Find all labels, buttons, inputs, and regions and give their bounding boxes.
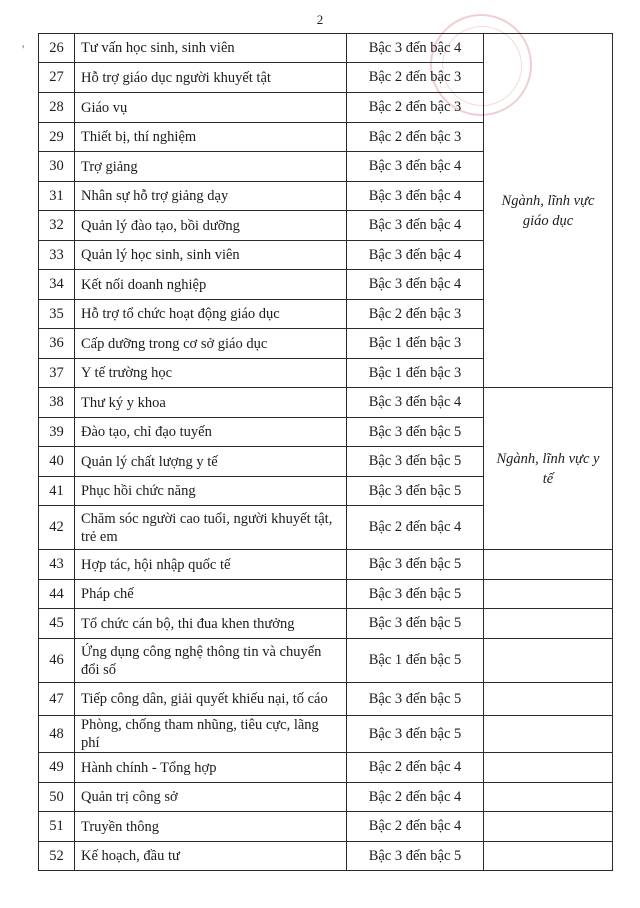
position-name	[75, 388, 347, 418]
position-name-text: Phòng, chống tham nhũng, tiêu cực, lãng phí	[81, 717, 319, 751]
level-range: Bậc 3 đến bậc 5	[347, 550, 484, 580]
level-range: Bậc 1 đến bậc 3	[347, 359, 484, 388]
table-row	[39, 716, 613, 753]
position-name-text: Đào tạo, chỉ đạo tuyến	[81, 424, 212, 440]
table-body	[39, 34, 613, 871]
position-name	[75, 580, 347, 609]
level-range: Bậc 3 đến bậc 5	[347, 580, 484, 609]
position-name	[75, 683, 347, 716]
level-range: Bậc 3 đến bậc 4	[347, 241, 484, 270]
row-number: 32	[39, 211, 75, 241]
level-range: Bậc 3 đến bậc 5	[347, 447, 484, 477]
level-range: Bậc 1 đến bậc 3	[347, 329, 484, 359]
position-name	[75, 812, 347, 842]
level-range: Bậc 3 đến bậc 5	[347, 842, 484, 871]
position-name	[75, 123, 347, 152]
position-name	[75, 477, 347, 506]
level-range: Bậc 3 đến bậc 5	[347, 683, 484, 716]
page-number: 2	[316, 12, 324, 27]
position-name-text: Phục hồi chức năng	[81, 483, 196, 499]
row-number: 31	[39, 182, 75, 211]
position-name	[75, 63, 347, 93]
row-number: 40	[39, 447, 75, 477]
field-group-cell	[484, 34, 613, 388]
table-row	[39, 842, 613, 871]
position-name	[75, 300, 347, 329]
job-position-table	[38, 33, 613, 871]
row-number: 30	[39, 152, 75, 182]
row-number: 39	[39, 418, 75, 447]
position-name-text: Hợp tác, hội nhập quốc tế	[81, 556, 231, 573]
position-name-text: Quản lý đào tạo, bồi dưỡng	[81, 217, 240, 234]
row-number: 27	[39, 63, 75, 93]
position-name	[75, 182, 347, 211]
position-name-text: Chăm sóc người cao tuổi, người khuyết tật, trẻ em	[81, 510, 333, 545]
level-range: Bậc 3 đến bậc 4	[347, 152, 484, 182]
table-row	[39, 388, 613, 418]
table-row	[39, 639, 613, 683]
position-name	[75, 506, 347, 550]
field-group-cell	[484, 388, 613, 550]
row-number: 34	[39, 270, 75, 300]
row-number: 41	[39, 477, 75, 506]
position-name-text: Kế hoạch, đầu tư	[81, 848, 180, 864]
row-number: 36	[39, 329, 75, 359]
position-name	[75, 329, 347, 359]
level-range: Bậc 1 đến bậc 5	[347, 639, 484, 683]
level-range: Bậc 3 đến bậc 4	[347, 182, 484, 211]
level-range: Bậc 3 đến bậc 4	[347, 270, 484, 300]
table-row	[39, 34, 613, 63]
level-range: Bậc 2 đến bậc 4	[347, 812, 484, 842]
row-number: 45	[39, 609, 75, 639]
row-number: 42	[39, 506, 75, 550]
row-number: 49	[39, 753, 75, 783]
row-number: 37	[39, 359, 75, 388]
position-name	[75, 34, 347, 63]
row-number: 38	[39, 388, 75, 418]
field-empty-cell	[484, 683, 613, 716]
row-number: 50	[39, 783, 75, 812]
level-range: Bậc 2 đến bậc 4	[347, 783, 484, 812]
position-name	[75, 152, 347, 182]
row-number: 28	[39, 93, 75, 123]
position-name-text: Tư vấn học sinh, sinh viên	[81, 40, 235, 56]
position-name	[75, 609, 347, 639]
field-empty-cell	[484, 639, 613, 683]
row-number: 44	[39, 580, 75, 609]
row-number: 29	[39, 123, 75, 152]
table-row	[39, 783, 613, 812]
position-name-text: Ứng dụng công nghệ thông tin và chuyển đổi số	[81, 643, 322, 678]
row-number: 26	[39, 34, 75, 63]
position-name	[75, 753, 347, 783]
position-name	[75, 550, 347, 580]
level-range: Bậc 3 đến bậc 4	[347, 34, 484, 63]
position-name	[75, 639, 347, 683]
field-group-label: Ngành, lĩnh vực giáo dục	[501, 192, 595, 229]
field-empty-cell	[484, 716, 613, 753]
position-name-text: Pháp chế	[81, 586, 134, 602]
position-name	[75, 783, 347, 812]
level-range: Bậc 2 đến bậc 3	[347, 93, 484, 123]
position-name-text: Thiết bị, thí nghiệm	[81, 129, 197, 145]
field-empty-cell	[484, 812, 613, 842]
level-range: Bậc 2 đến bậc 3	[347, 63, 484, 93]
table-row	[39, 683, 613, 716]
level-range: Bậc 3 đến bậc 5	[347, 477, 484, 506]
position-name-text: Quản lý học sinh, sinh viên	[81, 247, 240, 263]
row-number: 48	[39, 716, 75, 753]
position-name-text: Giáo vụ	[81, 99, 128, 116]
position-name-text: Thư ký y khoa	[81, 394, 166, 411]
row-number: 51	[39, 812, 75, 842]
table-row	[39, 609, 613, 639]
level-range: Bậc 3 đến bậc 5	[347, 716, 484, 753]
position-name	[75, 842, 347, 871]
level-range: Bậc 3 đến bậc 4	[347, 211, 484, 241]
position-name-text: Trợ giảng	[81, 158, 138, 175]
position-name	[75, 716, 347, 753]
field-empty-cell	[484, 783, 613, 812]
field-empty-cell	[484, 842, 613, 871]
row-number: 46	[39, 639, 75, 683]
row-number: 33	[39, 241, 75, 270]
field-empty-cell	[484, 550, 613, 580]
position-name-text: Cấp dưỡng trong cơ sở giáo dục	[81, 335, 268, 352]
position-name-text: Kết nối doanh nghiệp	[81, 276, 207, 293]
position-name-text: Hỗ trợ giáo dục người khuyết tật	[81, 69, 271, 86]
position-name	[75, 447, 347, 477]
table-row	[39, 753, 613, 783]
row-number: 43	[39, 550, 75, 580]
field-empty-cell	[484, 580, 613, 609]
position-name	[75, 359, 347, 388]
position-name-text: Hành chính - Tổng hợp	[81, 759, 217, 776]
position-name-text: Hỗ trợ tổ chức hoạt động giáo dục	[81, 306, 280, 322]
position-name	[75, 211, 347, 241]
level-range: Bậc 3 đến bậc 5	[347, 609, 484, 639]
position-name	[75, 418, 347, 447]
level-range: Bậc 2 đến bậc 4	[347, 753, 484, 783]
field-empty-cell	[484, 753, 613, 783]
table-row	[39, 550, 613, 580]
position-name-text: Nhân sự hỗ trợ giảng dạy	[81, 188, 229, 204]
position-name-text: Quản trị công sở	[81, 789, 178, 805]
position-name-text: Truyền thông	[81, 818, 160, 835]
field-empty-cell	[484, 609, 613, 639]
level-range: Bậc 2 đến bậc 3	[347, 123, 484, 152]
field-group-label: Ngành, lĩnh vực y tế	[496, 450, 600, 487]
level-range: Bậc 2 đến bậc 4	[347, 506, 484, 550]
level-range: Bậc 2 đến bậc 3	[347, 300, 484, 329]
table-row	[39, 580, 613, 609]
level-range: Bậc 3 đến bậc 5	[347, 418, 484, 447]
position-name-text: Tiếp công dân, giải quyết khiếu nại, tố cáo	[81, 691, 328, 707]
margin-mark: '	[22, 42, 25, 56]
row-number: 52	[39, 842, 75, 871]
position-name	[75, 241, 347, 270]
position-name-text: Quản lý chất lượng y tế	[81, 453, 218, 470]
row-number: 35	[39, 300, 75, 329]
table-row	[39, 812, 613, 842]
position-name-text: Tổ chức cán bộ, thi đua khen thưởng	[81, 615, 295, 632]
position-name	[75, 270, 347, 300]
row-number: 47	[39, 683, 75, 716]
level-range: Bậc 3 đến bậc 4	[347, 388, 484, 418]
position-name-text: Y tế trường học	[81, 365, 173, 381]
position-name	[75, 93, 347, 123]
